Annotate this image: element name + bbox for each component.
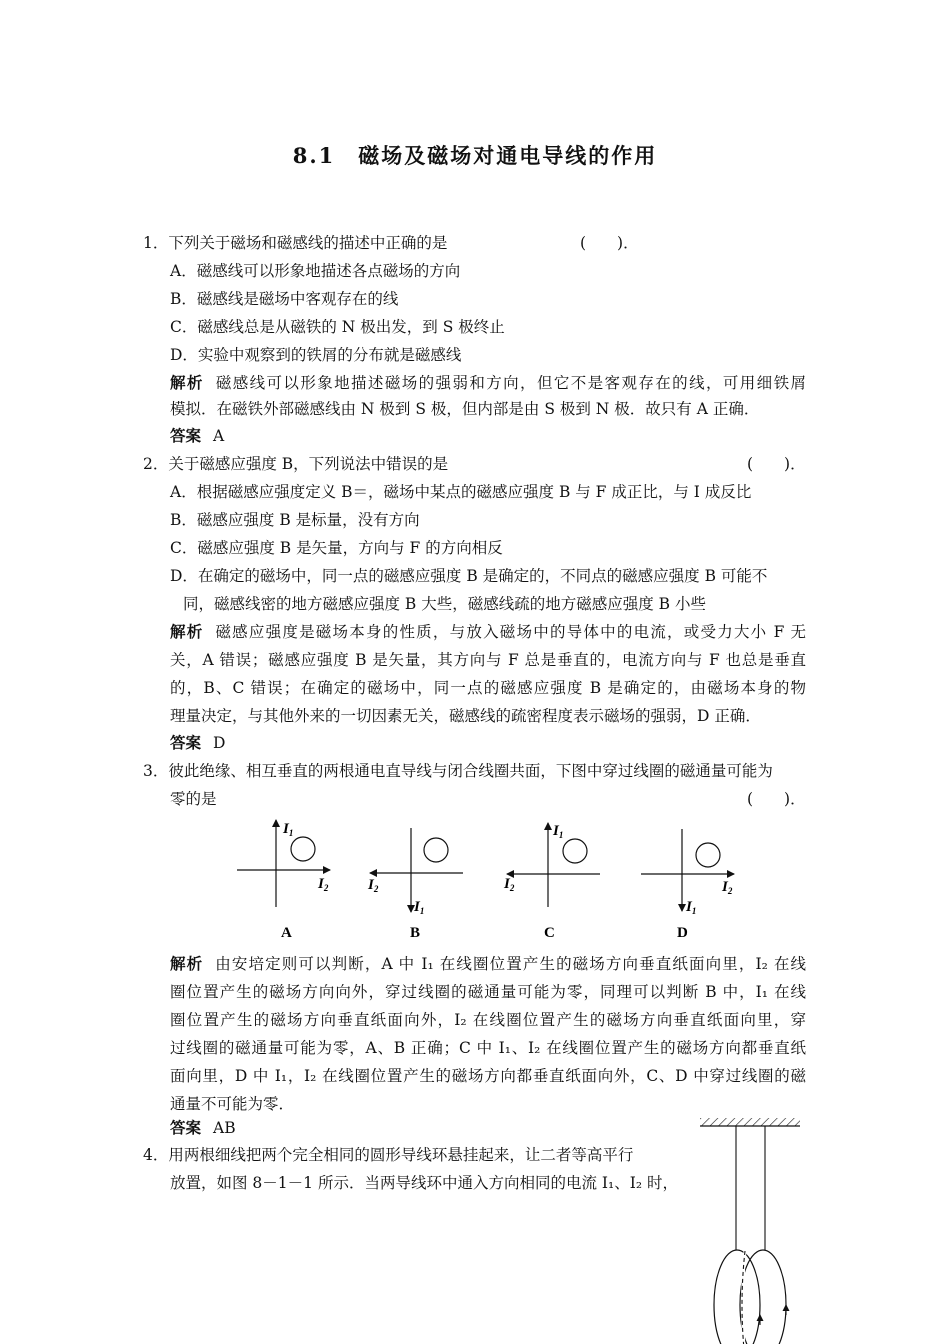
answer-label: 答案 (170, 733, 202, 752)
diagram-label-b: B (410, 925, 421, 941)
q2-analysis-line: 解析 磁感应强度是磁场本身的性质，与放入磁场中的导体中的电流，或受力大小 F 无 (170, 622, 806, 641)
q2-option-d: D．在确定的磁场中，同一点的磁感应强度 B 是确定的，不同点的磁感应强度 B 可能不 (170, 567, 768, 585)
q4-figure (695, 1115, 805, 1344)
q3-analysis-line: 通量不可能为零． (170, 1095, 295, 1113)
q3-analysis-line: 面向里，D 中 I₁，I₂ 在线圈位置产生的磁场方向都垂直纸面向外，C、D 中穿过线圈的磁 (170, 1067, 806, 1085)
q3-bracket: ( )． (747, 790, 806, 808)
q2-answer: 答案 D (170, 733, 226, 752)
q2-bracket: ( )． (747, 455, 806, 473)
ceiling-hatch (700, 1118, 800, 1126)
q2-option-b: B．磁感应强度 B 是标量，没有方向 (170, 511, 420, 529)
diagram-a (237, 820, 330, 941)
q3-analysis-line: 圈位置产生的磁场方向垂直纸面向外，I₂ 在线圈位置产生的磁场方向垂直纸面向里，穿 (170, 1011, 806, 1029)
q3-answer: 答案 AB (170, 1118, 236, 1137)
diagram-label-c: C (544, 925, 555, 941)
ring-i1 (714, 1250, 760, 1344)
label-i2: $I_2$ (368, 877, 379, 894)
q4-stem: 4．用两根细线把两个完全相同的圆形导线环悬挂起来，让二者等高平行 (143, 1146, 634, 1164)
q1-analysis-line: 模拟．在磁铁外部磁感线由 N 极到 S 极，但内部是由 S 极到 N 极．故只有 A 正确． (170, 400, 760, 418)
q1-bracket: ( )． (580, 234, 639, 252)
diagram-b (367, 828, 463, 941)
q2-option-a: A．根据磁感应强度定义 B＝，磁场中某点的磁感应强度 B 与 F 成正比，与 I 成反比 (170, 483, 752, 501)
q3-analysis-line: 过线圈的磁通量可能为零，A、B 正确；C 中 I₁、I₂ 在线圈位置产生的磁场方向都垂直纸 (170, 1039, 806, 1057)
q2-analysis-line: 关，A 错误；磁感应强度 B 是矢量，其方向与 F 总是垂直的，电流方向与 F 也总是垂直 (170, 651, 806, 669)
q2-analysis-line: 的，B、C 错误；在确定的磁场中，同一点的磁感应强度 B 是确定的，由磁场本身的物 (170, 679, 806, 697)
analysis-label: 解析 (170, 954, 204, 973)
q2-option-c: C．磁感应强度 B 是矢量，方向与 F 的方向相反 (170, 539, 503, 557)
ring-i2 (740, 1250, 786, 1344)
q2-stem: 2．关于磁感应强度 B，下列说法中错误的是 (143, 455, 449, 473)
label-i2: $I_2$ (504, 876, 515, 893)
label-i1: $I_1$ (686, 899, 697, 916)
label-i2: $I_2$ (318, 876, 329, 893)
analysis-label: 解析 (170, 622, 204, 641)
diagram-label-d: D (677, 925, 688, 941)
diagram-c (503, 823, 600, 941)
label-i1: $I_1$ (553, 823, 564, 840)
q3-analysis-line: 解析 由安培定则可以判断，A 中 I₁ 在线圈位置产生的磁场方向垂直纸面向里，I₂ 在线 (170, 954, 806, 973)
q1-option-b: B．磁感线是磁场中客观存在的线 (170, 290, 399, 308)
q4-stem-cont: 放置，如图 8－1－1 所示．当两导线环中通入方向相同的电流 I₁、I₂ 时， (170, 1174, 678, 1192)
diagram-label-a: A (281, 925, 292, 941)
label-i1: $I_1$ (414, 899, 425, 916)
q2-option-d-cont: 同，磁感线密的地方磁感应强度 B 大些，磁感线疏的地方磁感应强度 B 小些 (183, 595, 706, 613)
q1-analysis-line: 解析 磁感线可以形象地描述磁场的强弱和方向，但它不是客观存在的线，可用细铁屑 (170, 373, 806, 392)
q3-analysis-line: 圈位置产生的磁场方向向外，穿过线圈的磁通量可能为零，同理可以判断 B 中，I₁ 在线 (170, 983, 806, 1001)
page-title: 8.1 磁场及磁场对通电导线的作用 (292, 143, 658, 168)
analysis-label: 解析 (170, 373, 204, 392)
label-i1: $I_1$ (283, 821, 294, 838)
q1-option-a: A．磁感线可以形象地描述各点磁场的方向 (170, 262, 461, 280)
q1-option-c: C．磁感线总是从磁铁的 N 极出发，到 S 极终止 (170, 318, 505, 336)
label-i2: $I_2$ (722, 879, 733, 896)
diagram-d (641, 829, 734, 941)
q3-diagrams (225, 815, 745, 945)
q1-answer: 答案 A (170, 426, 225, 445)
answer-label: 答案 (170, 1118, 202, 1137)
q3-stem: 3．彼此绝缘、相互垂直的两根通电直导线与闭合线圈共面，下图中穿过线圈的磁通量可能为 (143, 762, 773, 780)
q3-stem-cont: 零的是 (170, 790, 217, 808)
q2-analysis-line: 理量决定，与其他外来的一切因素无关，磁感线的疏密程度表示磁场的强弱，D 正确． (170, 707, 761, 725)
q1-stem: 1．下列关于磁场和磁感线的描述中正确的是 (143, 234, 448, 252)
q1-option-d: D．实验中观察到的铁屑的分布就是磁感线 (170, 346, 462, 364)
answer-label: 答案 (170, 426, 202, 445)
